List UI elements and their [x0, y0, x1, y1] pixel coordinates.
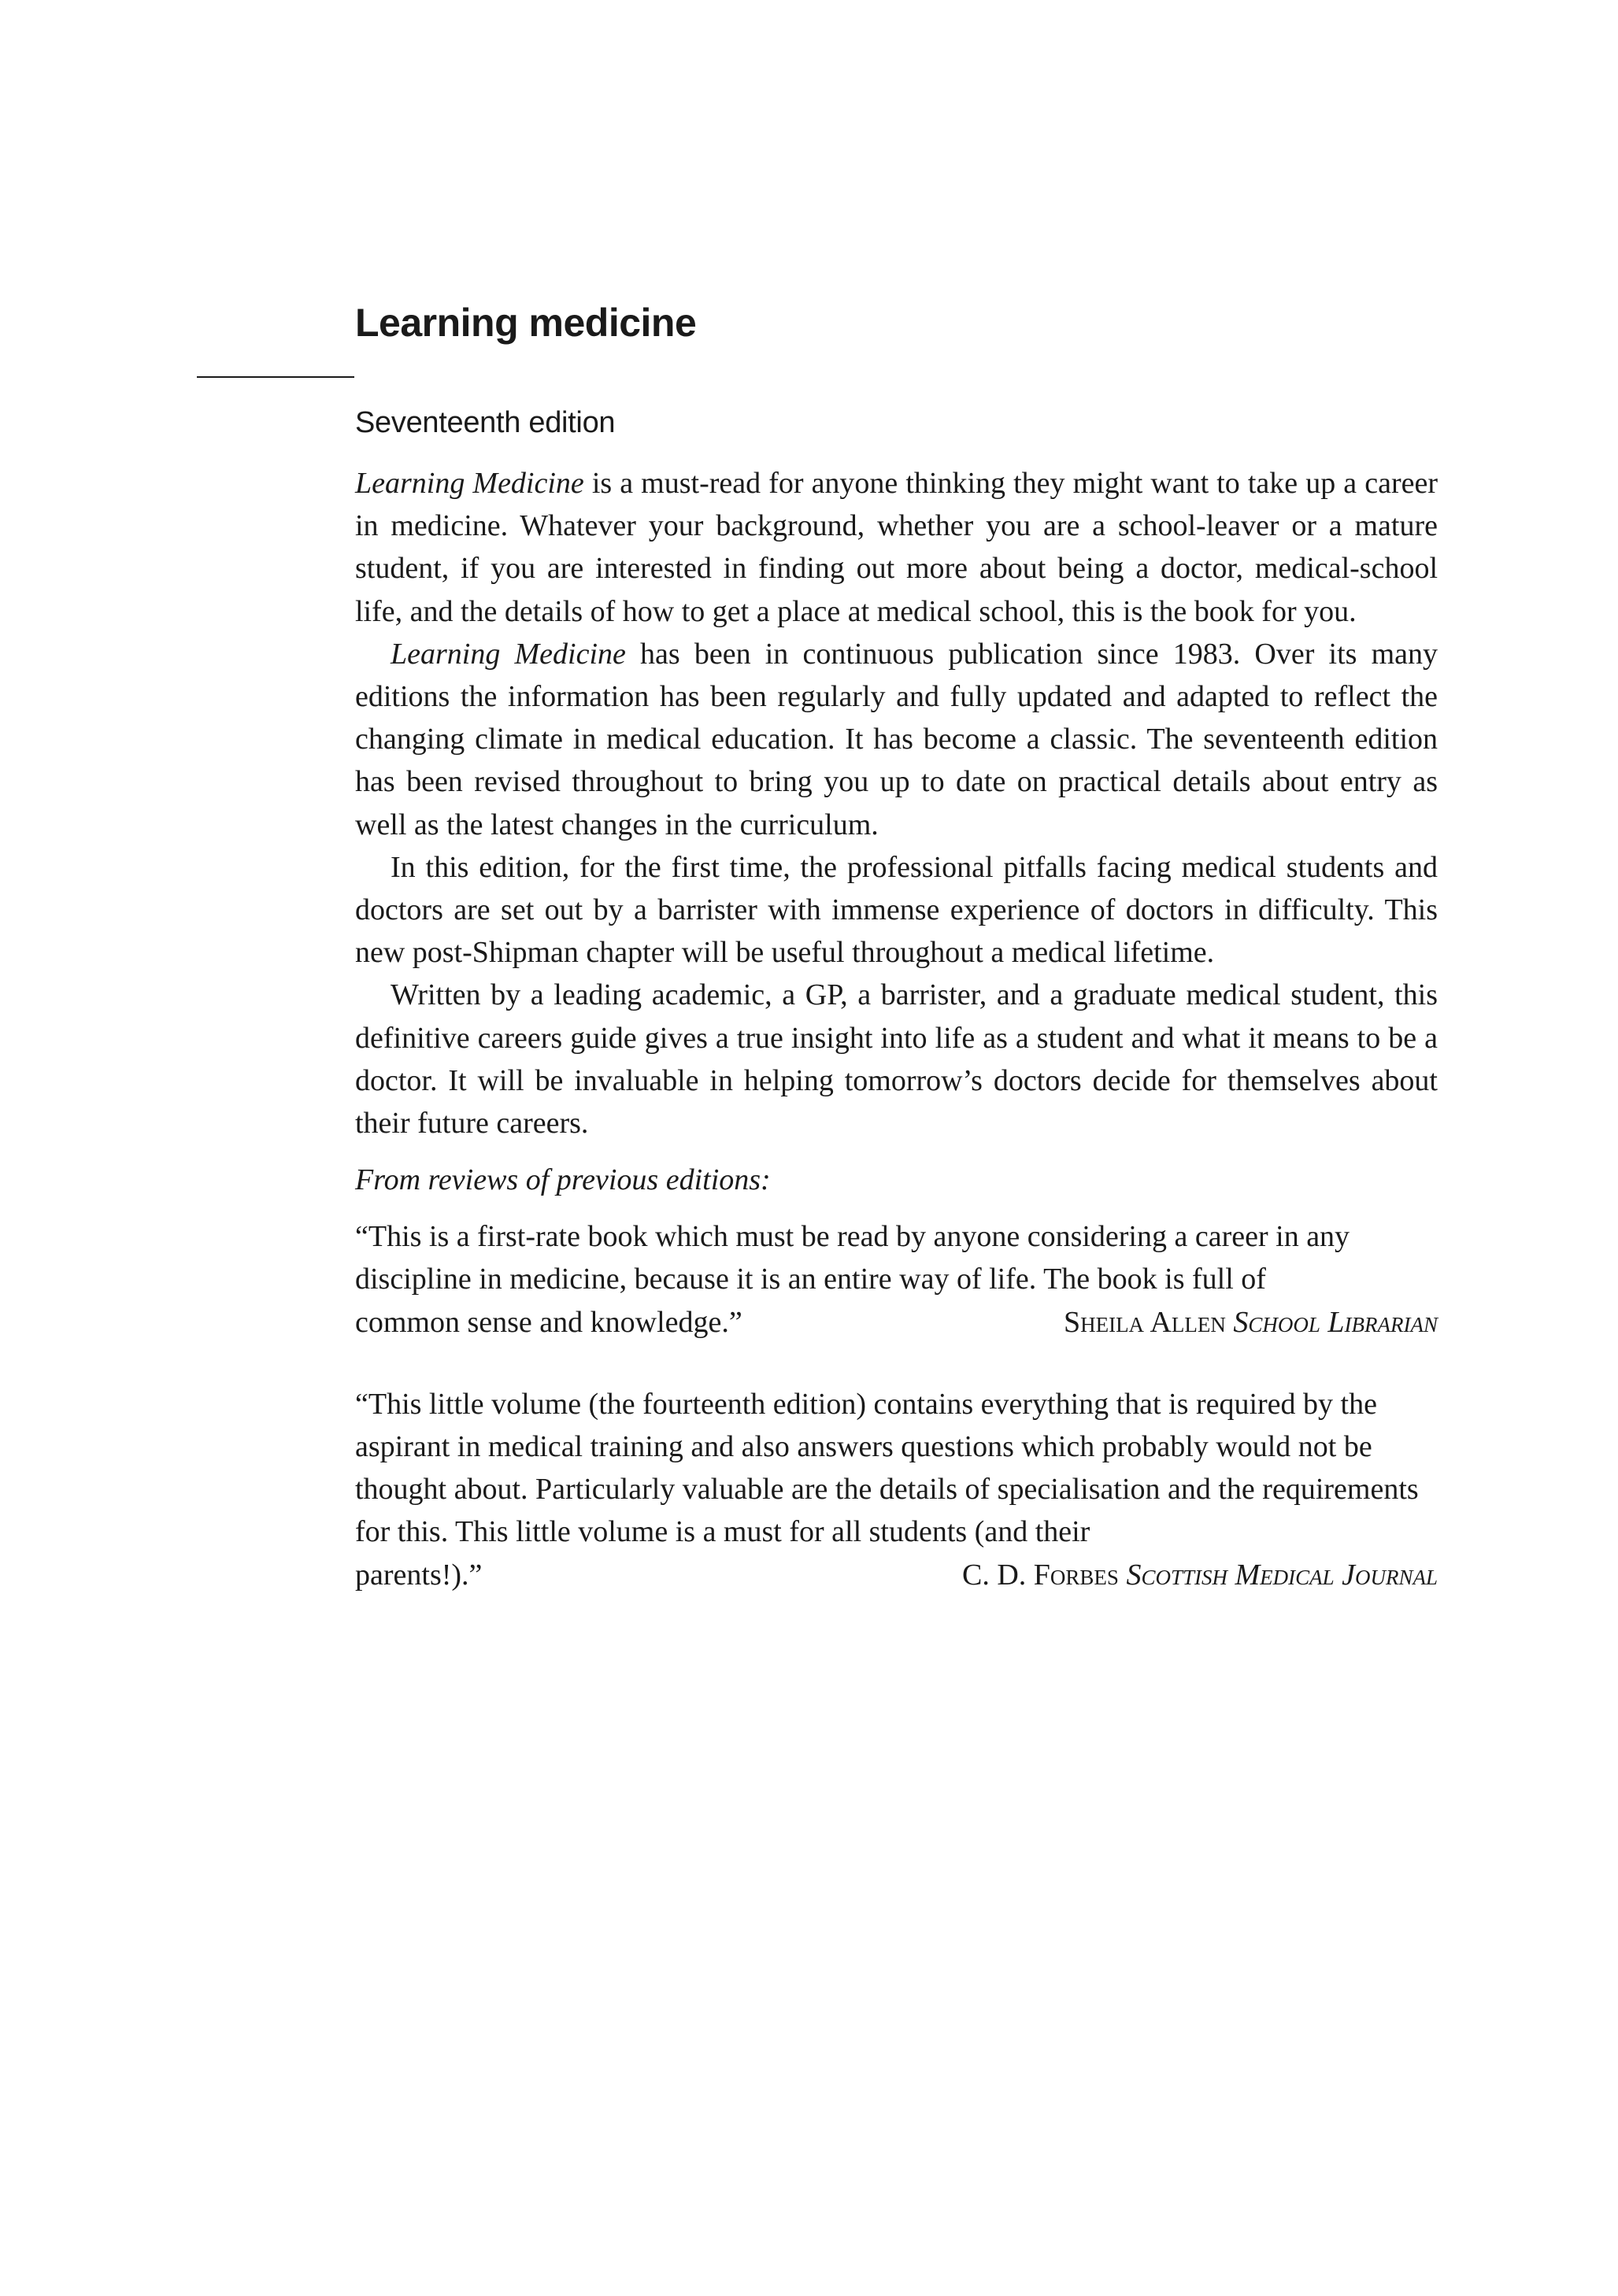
review-publication: Scottish Medical Journal [1126, 1558, 1438, 1592]
review-attribution-line [355, 1301, 1438, 1344]
page-title: Learning medicine [355, 301, 697, 345]
intro-paragraph-2-text: has been in continuous publication since 1983. Over its many editions the information has been regularly and fully updated and adapted to reflect the changing climate in medical education. It has become a classic. The seventeenth edition has been revised throughout to bring you up to date on practical details about entry as well as the latest changes in the curriculum. [355, 637, 1438, 841]
intro-paragraph-1-text: is a must-read for anyone thinking they might want to take up a career in medicine. Whatever your background, whether you are a school-leaver or a mature student, if you are interested in finding out more about being a doctor, medical-school life, and the details of how to get a place at medical school, this is the book for you. [355, 467, 1438, 628]
review-quote-end: common sense and knowledge.” [355, 1305, 742, 1339]
title-rule [197, 376, 354, 378]
intro-paragraph-3: In this edition, for the first time, the professional pitfalls facing medical students and doctors are set out by a barrister with immense experience of doctors in difficulty. This new post-Shipman chapter will be useful throughout a medical lifetime. [355, 850, 1438, 970]
description [355, 462, 1438, 1596]
reviewer-name: C. D. Forbes [961, 1558, 1119, 1592]
page-content [355, 295, 1438, 1592]
review-quote-end: parents!).” [355, 1558, 483, 1592]
review-attribution [1064, 1301, 1438, 1344]
review-quote-2 [355, 1383, 1438, 1596]
intro-paragraph-1 [355, 462, 1438, 633]
reviews-heading: From reviews of previous editions: [355, 1163, 771, 1197]
review-attribution-line [355, 1554, 1438, 1596]
intro-paragraph-2 [355, 633, 1438, 846]
edition-subtitle: Seventeenth edition [355, 406, 616, 439]
book-title-italic: Learning Medicine [391, 637, 626, 671]
review-quote-text: “This is a first-rate book which must be read by anyone considering a career in any discipline in medicine, because it is an entire way of life. The book is full of [355, 1220, 1350, 1296]
review-quote-1 [355, 1215, 1438, 1344]
review-quote-text: “This little volume (the fourteenth edition) contains everything that is required by the aspirant in medical training and also answers questions which probably would not be thought about. Particularly valuable are the details of specialisation and the requirements for this. This little volume is a must for all students (and their [355, 1387, 1419, 1549]
intro-paragraph-4: Written by a leading academic, a GP, a barrister, and a graduate medical student, this definitive careers guide gives a true insight into life as a student and what it means to be a doctor. It will be invaluable in helping tomorrow’s doctors decide for themselves about their future careers. [355, 978, 1438, 1141]
review-publication: School Librarian [1233, 1305, 1438, 1339]
review-attribution [962, 1554, 1438, 1596]
book-title-italic: Learning Medicine [355, 467, 584, 500]
reviewer-name: Sheila Allen [1063, 1305, 1226, 1339]
